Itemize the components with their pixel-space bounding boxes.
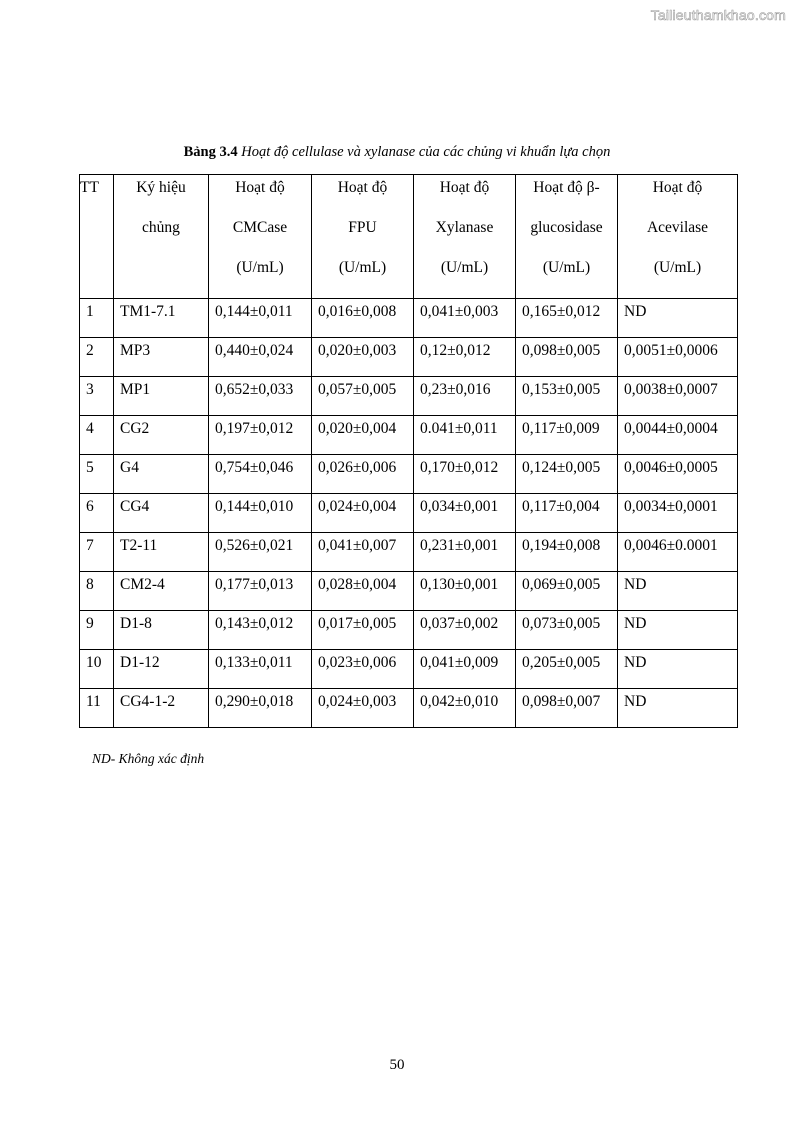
cell-glucosidase: 0,098±0,007 (516, 689, 618, 728)
header-line: (U/mL) (440, 259, 489, 276)
cell-acevilase: 0,0038±0,0007 (618, 377, 738, 416)
cell-acevilase: ND (618, 611, 738, 650)
cell-glucosidase: 0,098±0,005 (516, 338, 618, 377)
cell-cmcase: 0,143±0,012 (209, 611, 312, 650)
cell-xylanase: 0.041±0,011 (414, 416, 516, 455)
header-line: TT (80, 179, 99, 196)
cell-xylanase: 0,231±0,001 (414, 533, 516, 572)
header-cmcase (209, 175, 312, 299)
caption-label: Bảng 3.4 (183, 144, 238, 160)
cell-strain: CM2-4 (114, 572, 209, 611)
cell-cmcase: 0,133±0,011 (209, 650, 312, 689)
table-row (80, 533, 738, 572)
cell-acevilase: ND (618, 650, 738, 689)
header-line: Acevilase (646, 219, 709, 236)
header-line: (U/mL) (236, 259, 284, 276)
table-row (80, 572, 738, 611)
cell-xylanase: 0,130±0,001 (414, 572, 516, 611)
cell-strain: G4 (114, 455, 209, 494)
cell-glucosidase: 0,124±0,005 (516, 455, 618, 494)
header-line: glucosidase (530, 219, 603, 236)
cell-xylanase: 0,037±0,002 (414, 611, 516, 650)
header-line: Hoạt độ (235, 179, 285, 196)
cell-strain: CG4 (114, 494, 209, 533)
cell-fpu: 0,016±0,008 (312, 299, 414, 338)
cell-tt: 9 (80, 611, 114, 650)
cell-acevilase: 0,0051±0,0006 (618, 338, 738, 377)
cell-cmcase: 0,290±0,018 (209, 689, 312, 728)
cell-xylanase: 0,041±0,003 (414, 299, 516, 338)
cell-tt: 11 (80, 689, 114, 728)
header-line: Xylanase (435, 219, 494, 236)
cell-strain: TM1-7.1 (114, 299, 209, 338)
cell-fpu: 0,026±0,006 (312, 455, 414, 494)
cell-glucosidase: 0,069±0,005 (516, 572, 618, 611)
cell-xylanase: 0,23±0,016 (414, 377, 516, 416)
header-fpu (312, 175, 414, 299)
cell-acevilase: 0,0046±0,0005 (618, 455, 738, 494)
cell-fpu: 0,017±0,005 (312, 611, 414, 650)
cell-cmcase: 0,526±0,021 (209, 533, 312, 572)
cell-strain: D1-8 (114, 611, 209, 650)
header-acevilase (618, 175, 738, 299)
cell-cmcase: 0,754±0,046 (209, 455, 312, 494)
table-row (80, 494, 738, 533)
cell-cmcase: 0,144±0,011 (209, 299, 312, 338)
table-row (80, 689, 738, 728)
cell-glucosidase: 0,205±0,005 (516, 650, 618, 689)
header-tt (80, 175, 114, 299)
footnote: ND- Không xác định (92, 751, 205, 766)
cell-fpu: 0,024±0,003 (312, 689, 414, 728)
header-line: Ký hiệu (136, 179, 186, 196)
header-line: Hoạt độ β- (533, 179, 600, 196)
cell-cmcase: 0,177±0,013 (209, 572, 312, 611)
header-line: Hoạt độ (337, 179, 388, 196)
header-line: (U/mL) (653, 259, 702, 276)
cell-glucosidase: 0,165±0,012 (516, 299, 618, 338)
cell-fpu: 0,028±0,004 (312, 572, 414, 611)
table-row (80, 650, 738, 689)
header-line: (U/mL) (338, 259, 387, 276)
header-line: CMCase (232, 219, 288, 236)
table-row (80, 377, 738, 416)
cell-strain: T2-11 (114, 533, 209, 572)
cell-cmcase: 0,440±0,024 (209, 338, 312, 377)
cell-xylanase: 0,042±0,010 (414, 689, 516, 728)
cell-fpu: 0,041±0,007 (312, 533, 414, 572)
table-row (80, 611, 738, 650)
cell-xylanase: 0,041±0,009 (414, 650, 516, 689)
cell-glucosidase: 0,117±0,004 (516, 494, 618, 533)
cell-acevilase: ND (618, 572, 738, 611)
cell-strain: CG4-1-2 (114, 689, 209, 728)
header-line: chủng (142, 219, 180, 236)
table-header-row (80, 175, 738, 299)
table-row (80, 455, 738, 494)
cell-cmcase: 0,652±0,033 (209, 377, 312, 416)
header-line: Hoạt độ (439, 179, 490, 196)
cell-xylanase: 0,034±0,001 (414, 494, 516, 533)
cell-acevilase: 0,0044±0,0004 (618, 416, 738, 455)
cell-tt: 6 (80, 494, 114, 533)
cell-strain: MP3 (114, 338, 209, 377)
table-row (80, 338, 738, 377)
cell-strain: MP1 (114, 377, 209, 416)
cell-fpu: 0,020±0,003 (312, 338, 414, 377)
activity-table (79, 174, 738, 728)
table-caption (0, 144, 794, 161)
cell-acevilase: ND (618, 689, 738, 728)
header-glucosidase (516, 175, 618, 299)
cell-fpu: 0,020±0,004 (312, 416, 414, 455)
cell-tt: 2 (80, 338, 114, 377)
cell-acevilase: 0,0046±0.0001 (618, 533, 738, 572)
cell-tt: 4 (80, 416, 114, 455)
cell-xylanase: 0,170±0,012 (414, 455, 516, 494)
table-body (80, 299, 738, 728)
cell-tt: 8 (80, 572, 114, 611)
cell-glucosidase: 0,117±0,009 (516, 416, 618, 455)
page-number: 50 (389, 1057, 405, 1073)
cell-fpu: 0,023±0,006 (312, 650, 414, 689)
header-strain (114, 175, 209, 299)
cell-acevilase: 0,0034±0,0001 (618, 494, 738, 533)
cell-tt: 10 (80, 650, 114, 689)
table-row (80, 416, 738, 455)
watermark-text: Tailieuthamkhao.com (650, 7, 786, 23)
cell-cmcase: 0,144±0,010 (209, 494, 312, 533)
cell-glucosidase: 0,194±0,008 (516, 533, 618, 572)
header-xylanase (414, 175, 516, 299)
cell-tt: 5 (80, 455, 114, 494)
table-row (80, 299, 738, 338)
header-line: (U/mL) (542, 259, 591, 276)
header-line: Hoạt độ (652, 179, 703, 196)
cell-tt: 1 (80, 299, 114, 338)
cell-tt: 7 (80, 533, 114, 572)
header-line: FPU (348, 219, 377, 236)
cell-xylanase: 0,12±0,012 (414, 338, 516, 377)
cell-glucosidase: 0,153±0,005 (516, 377, 618, 416)
cell-acevilase: ND (618, 299, 738, 338)
cell-fpu: 0,024±0,004 (312, 494, 414, 533)
cell-strain: D1-12 (114, 650, 209, 689)
caption-title: Hoạt độ cellulase và xylanase của các chủng vi khuẩn lựa chọn (237, 144, 611, 160)
cell-strain: CG2 (114, 416, 209, 455)
cell-glucosidase: 0,073±0,005 (516, 611, 618, 650)
cell-cmcase: 0,197±0,012 (209, 416, 312, 455)
cell-fpu: 0,057±0,005 (312, 377, 414, 416)
cell-tt: 3 (80, 377, 114, 416)
